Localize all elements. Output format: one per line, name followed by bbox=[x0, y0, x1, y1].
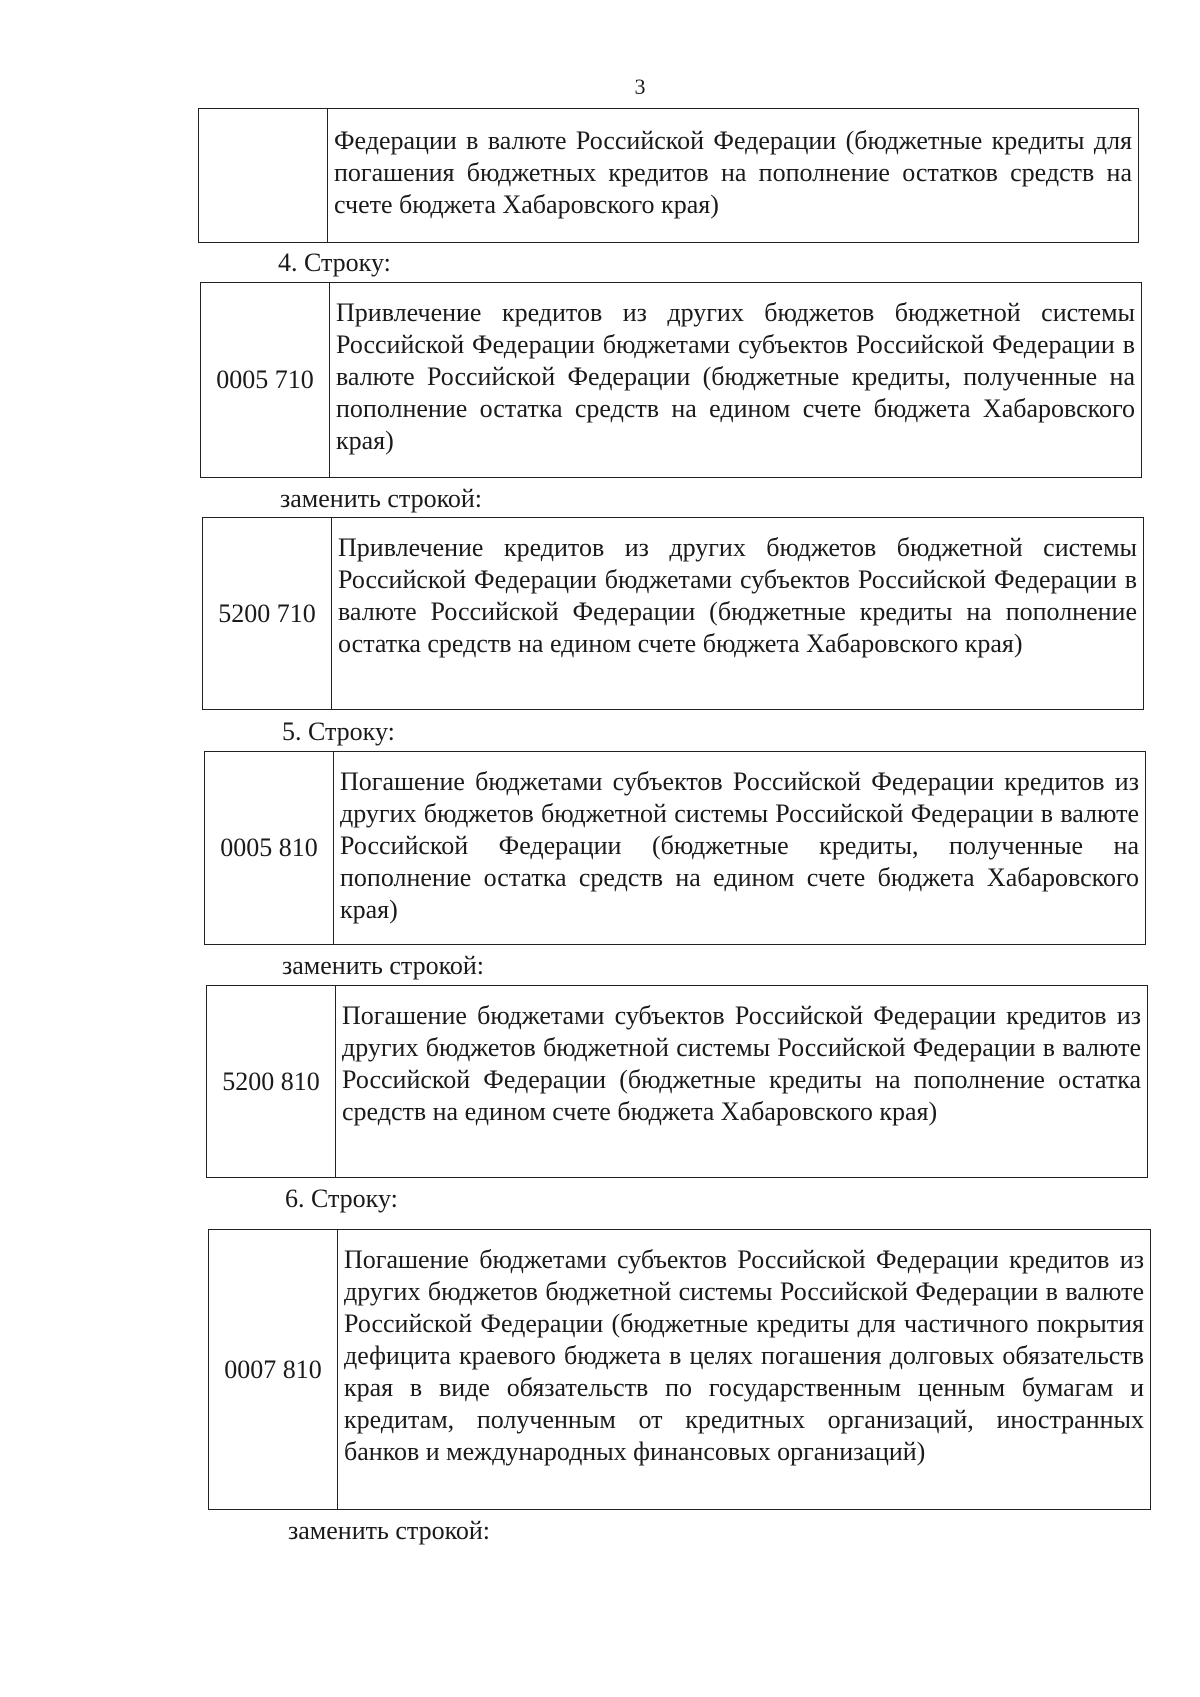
description-cell: Привлечение кредитов из других бюджетов бюджетной системы Российской Федерации бюджетами субъектов Российской Федерации в валюте Российской Федерации (бюджетные кредиты на пополнение остатка средств на едином счете бюджета Хабаровского края) bbox=[338, 533, 1137, 658]
table-row bbox=[198, 108, 1139, 243]
description-cell: Федерации в валюте Российской Федерации (бюджетные кредиты для погашения бюджетных кредитов на пополнение остатков средств на счете бюджета Хабаровского края) bbox=[334, 126, 1132, 219]
description-cell: Погашение бюджетами субъектов Российской Федерации кредитов из других бюджетов бюджетной системы Российской Федерации в валюте Российской Федерации (бюджетные кредиты, полученные на пополнение остатка средств на едином счете бюджета Хабаровского края) bbox=[340, 767, 1139, 924]
code-cell: 5200 710 bbox=[203, 518, 332, 709]
table-row bbox=[202, 517, 1144, 710]
caption-row-6: 6. Строку: bbox=[285, 1184, 398, 1213]
caption-row-4: 4. Строку: bbox=[278, 248, 391, 277]
table-row bbox=[208, 1229, 1151, 1510]
table-row bbox=[200, 282, 1142, 478]
code-cell: 0007 810 bbox=[209, 1230, 338, 1509]
description-cell: Погашение бюджетами субъектов Российской Федерации кредитов из других бюджетов бюджетной системы Российской Федерации в валюте Российской Федерации (бюджетные кредиты для частичного покрытия дефицита краевого бюджета в целях погашения долговых обязательств края в виде обязательств по государственным ценным бумагам и кредитам, полученным от кредитных организаций, иностранных банков и международных финансовых организаций) bbox=[344, 1245, 1144, 1466]
table-row bbox=[204, 751, 1146, 945]
caption-replace: заменить строкой: bbox=[282, 951, 485, 980]
code-cell: 0005 710 bbox=[201, 283, 330, 477]
description-cell: Погашение бюджетами субъектов Российской Федерации кредитов из других бюджетов бюджетной системы Российской Федерации в валюте Российской Федерации (бюджетные кредиты на пополнение остатка средств на едином счете бюджета Хабаровского края) bbox=[342, 1001, 1141, 1126]
caption-row-5: 5. Строку: bbox=[282, 717, 395, 746]
caption-replace: заменить строкой: bbox=[288, 1516, 491, 1545]
table-row bbox=[206, 985, 1148, 1178]
code-cell: 0005 810 bbox=[205, 752, 334, 944]
page-number: 3 bbox=[634, 74, 646, 99]
code-cell bbox=[199, 109, 328, 242]
caption-replace: заменить строкой: bbox=[280, 484, 483, 513]
code-cell: 5200 810 bbox=[207, 986, 336, 1177]
description-cell: Привлечение кредитов из других бюджетов бюджетной системы Российской Федерации бюджетами субъектов Российской Федерации в валюте Российской Федерации (бюджетные кредиты, полученные на пополнение остатка средств на едином счете бюджета Хабаровского края) bbox=[336, 298, 1135, 455]
